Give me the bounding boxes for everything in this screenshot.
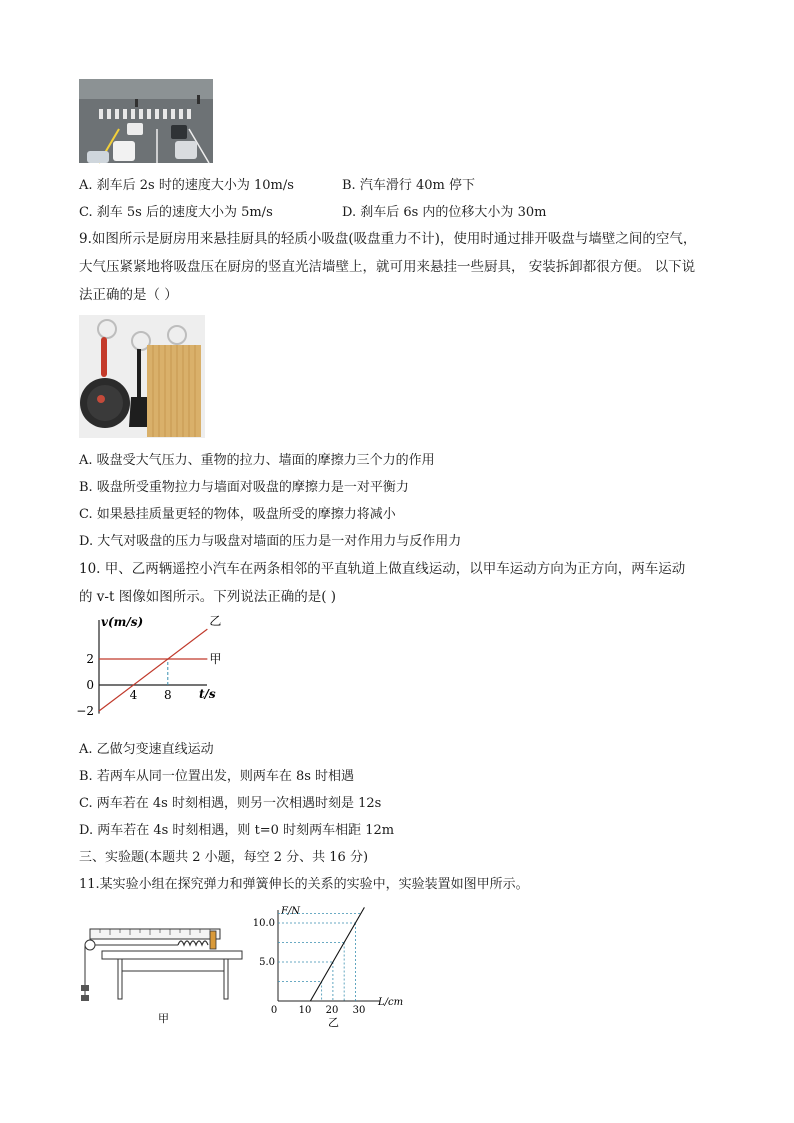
spring [178, 941, 208, 945]
q10-stem-line2: 的 v-t 图像如图所示。下列说法正确的是( ) [79, 589, 337, 605]
pulley [85, 940, 95, 950]
q8-option-a: A. 刹车后 2s 时的速度大小为 10m/s [79, 178, 294, 193]
q10-option-c: C. 两车若在 4s 时刻相遇，则另一次相遇时刻是 12s [79, 796, 382, 811]
vt-x-tick-label: 4 [129, 688, 138, 702]
fl-x-tick-label: 30 [352, 1005, 366, 1016]
fl-graph [252, 902, 404, 1030]
q9-option-b: B. 吸盘所受重物拉力与墙面对吸盘的摩擦力是一对平衡力 [79, 480, 409, 495]
wall-block [210, 931, 216, 949]
fl-y-tick-label: 10.0 [252, 918, 275, 929]
q8-option-b: B. 汽车滑行 40m 停下 [342, 178, 475, 193]
vt-y-tick-label: 2 [86, 652, 94, 666]
vt-y-tick-label: −2 [76, 704, 94, 718]
q9-option-c: C. 如果悬挂质量更轻的物体，吸盘所受的摩擦力将减小 [79, 507, 396, 522]
q11-stem: 11.某实验小组在探究弹力和弹簧伸长的关系的实验中，实验装置如图甲所示。 [79, 877, 529, 892]
q8-option-d: D. 刹车后 6s 内的位移大小为 30m [342, 205, 547, 220]
fl-x-tick-label: 20 [325, 1005, 339, 1016]
q8-option-c: C. 刹车 5s 后的速度大小为 5m/s [79, 205, 273, 220]
q10-option-a: A. 乙做匀变速直线运动 [79, 742, 214, 757]
vt-x-axis-label: t/s [199, 687, 216, 701]
fl-x-axis-label: L/cm [378, 997, 404, 1008]
fl-y-tick-label: 5.0 [259, 957, 275, 968]
weight [81, 995, 89, 1001]
q10-option-d: D. 两车若在 4s 时刻相遇，则 t=0 时刻两车相距 12m [79, 823, 395, 838]
fl-series-line [310, 907, 364, 1001]
q9-stem-line2: 大气压紧紧地将吸盘压在厨房的竖直光洁墙壁上，就可用来悬挂一些厨具， 安装拆卸都很方便。 以下说 [79, 259, 696, 275]
q10-option-b: B. 若两车从同一位置出发，则两车在 8s 时相遇 [79, 769, 355, 784]
q9-stem-line1: 9.如图所示是厨房用来悬挂厨具的轻质小吸盘(吸盘重力不计)，使用时通过排开吸盘与墙壁之间的空气， [79, 231, 697, 247]
label-yi: 乙 [328, 1016, 339, 1029]
fl-x-tick-label: 10 [298, 1005, 312, 1016]
fl-y-axis-label: F/N [281, 906, 301, 917]
section3-title: 三、实验题(本题共 2 小题，每空 2 分、共 16 分) [79, 850, 369, 865]
series-line-yi [99, 629, 207, 711]
suction-cup-photo [79, 315, 205, 438]
vt-y-axis-label: v(m/s) [101, 615, 144, 629]
vt-graph [76, 612, 239, 730]
legend-label-yi: 乙 [209, 614, 222, 629]
q9-option-d: D. 大气对吸盘的压力与吸盘对墙面的压力是一对作用力与反作用力 [79, 534, 462, 549]
q10-stem-line1: 10. 甲、乙两辆遥控小汽车在两条相邻的平直轨道上做直线运动，以甲车运动方向为正方向，两车运动 [79, 561, 686, 577]
q9-option-a: A. 吸盘受大气压力、重物的拉力、墙面的摩擦力三个力的作用 [79, 453, 435, 468]
fl-x-tick-label: 0 [270, 1005, 278, 1016]
label-jia: 甲 [158, 1012, 169, 1025]
ruler [90, 929, 220, 939]
traffic-photo [79, 79, 213, 163]
spring-apparatus-diagram [78, 915, 250, 1027]
weight [81, 985, 89, 991]
legend-label-jia: 甲 [209, 652, 222, 666]
table-top [102, 951, 242, 959]
q9-stem-line3: 法正确的是（ ） [79, 287, 178, 303]
vt-y-tick-label: 0 [86, 678, 94, 692]
vt-x-tick-label: 8 [163, 688, 172, 702]
